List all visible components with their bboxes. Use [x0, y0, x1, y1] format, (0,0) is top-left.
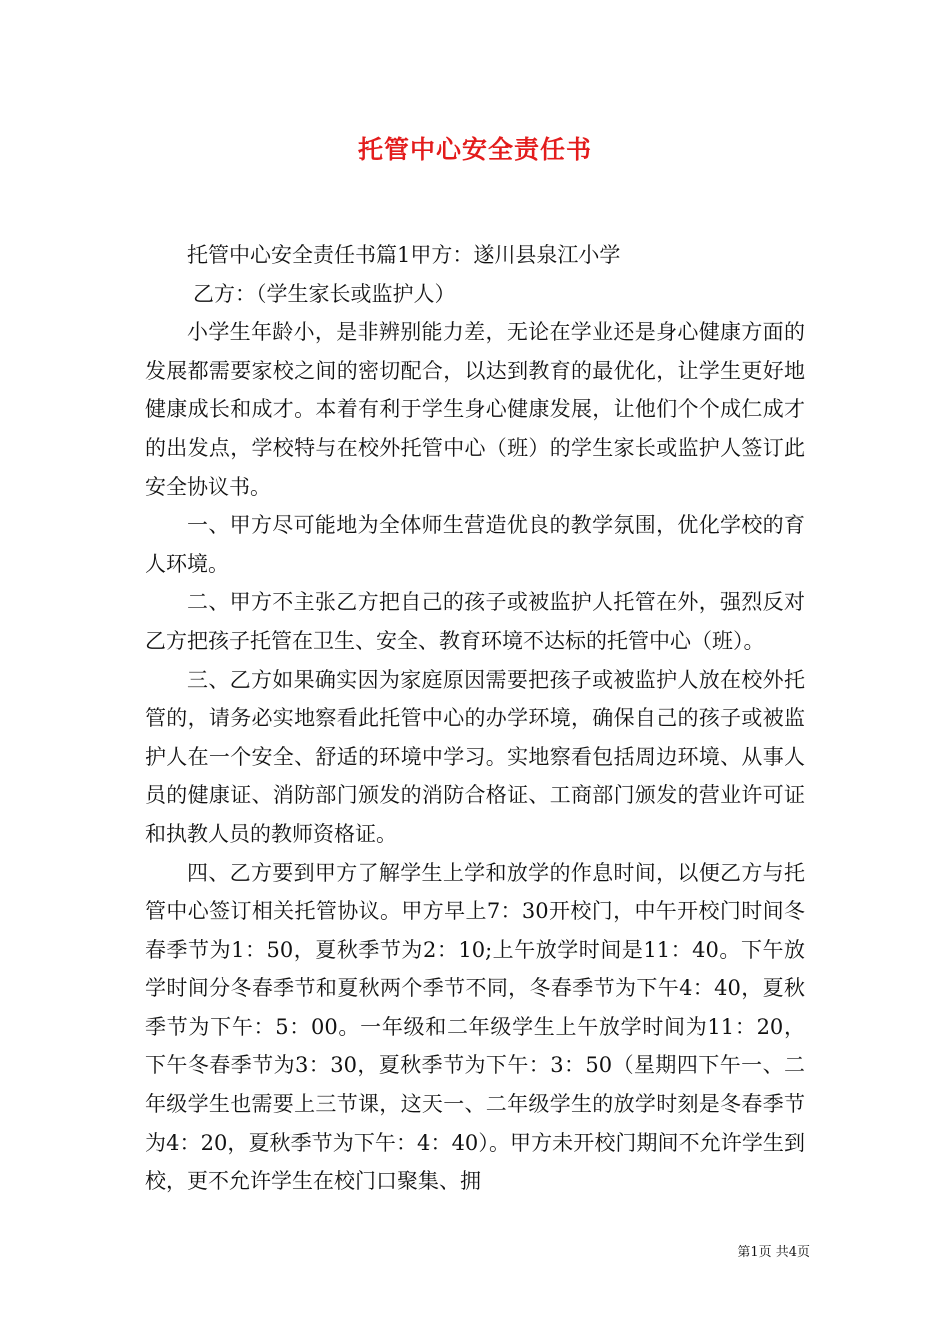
paragraph-clause-1: 一、甲方尽可能地为全体师生营造优良的教学氛围，优化学校的育人环境。: [145, 513, 805, 576]
paragraph-clause-2: 二、甲方不主张乙方把自己的孩子或被监护人托管在外，强烈反对乙方把孩子托管在卫生、安全、教育环境不达标的托管中心（班）。: [145, 590, 805, 653]
paragraph-clause-4: 四、乙方要到甲方了解学生上学和放学的作息时间，以便乙方与托管中心签订相关托管协议。甲方早上7：30开校门，中午开校门时间冬春季节为1：50，夏秋季节为2：10;上午放学时间是11：40。下午放学时间分冬春季节和夏秋两个季节不同，冬春季节为下午4：40，夏秋季节为下午：5：00。一年级和二年级学生上午放学时间为11：20，下午冬春季节为3：30，夏秋季节为下午：3：50（星期四下午一、二年级学生也需要上三节课，这天一、二年级学生的放学时刻是冬春季节为4：20，夏秋季节为下午：4：40）。甲方未开校门期间不允许学生到校，更不允许学生在校门口聚集、拥: [145, 860, 805, 1194]
document-body: [145, 236, 805, 1201]
paragraph-clause-3: 三、乙方如果确实因为家庭原因需要把孩子或被监护人放在校外托管的，请务必实地察看此托管中心的办学环境，确保自己的孩子或被监护人在一个安全、舒适的环境中学习。实地察看包括周边环境、从事人员的健康证、消防部门颁发的消防合格证、工商部门颁发的营业许可证和执教人员的教师资格证。: [145, 667, 805, 846]
paragraph-party-b: 乙方：（学生家长或监护人）: [193, 281, 456, 306]
paragraph-party-a: 托管中心安全责任书篇1甲方：遂川县泉江小学: [187, 243, 621, 267]
paragraph-intro: 小学生年龄小，是非辨别能力差，无论在学业还是身心健康方面的发展都需要家校之间的密切配合，以达到教育的最优化，让学生更好地健康成长和成才。本着有利于学生身心健康发展，让他们个个成仁成才的出发点，学校特与在校外托管中心（班）的学生家长或监护人签订此安全协议书。: [145, 320, 805, 499]
document-title: 托管中心安全责任书: [357, 135, 592, 164]
page-number-footer: 第1页 共4页: [737, 1245, 810, 1260]
